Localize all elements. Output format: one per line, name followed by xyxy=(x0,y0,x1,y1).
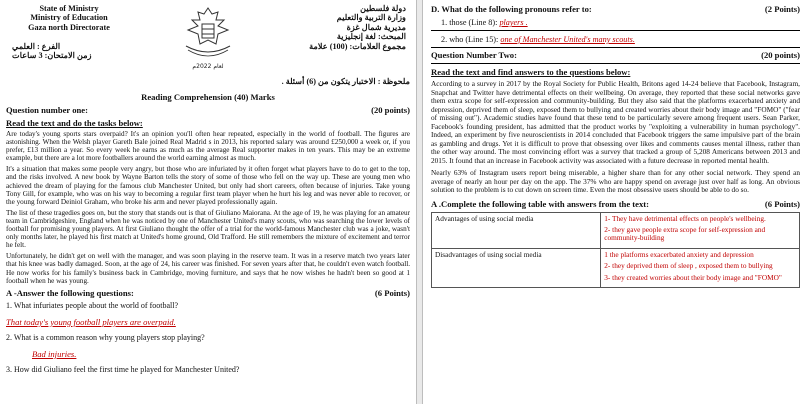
table-answer: 2- they gave people extra scope for self-expression and community-building xyxy=(604,224,766,243)
task-label: A -Answer the following questions: xyxy=(6,287,134,298)
exam-note: ملحوظة : الاختبار يتكون من (6) أسئلة . xyxy=(281,77,410,86)
header-en-line: Gaza north Directorate xyxy=(28,22,110,32)
pronoun-answer: players . xyxy=(499,18,528,27)
pronoun-question: 1. those (Line 8): xyxy=(441,18,500,27)
question-label: Question number one: xyxy=(6,105,88,115)
page-gutter xyxy=(416,0,423,404)
answer-text: That today's young football players are overpaid. xyxy=(6,316,176,327)
right-page xyxy=(423,0,806,404)
task-points: (6 Points) xyxy=(764,198,800,209)
pronoun-answer: one of Manchester United's many scouts. xyxy=(500,35,635,44)
answer-line xyxy=(6,312,410,330)
table-row xyxy=(432,248,800,287)
task-points: (6 Points) xyxy=(374,287,410,298)
passage-paragraph: According to a survey in 2017 by the Royal Society for Public Health, Britons aged 14-24 believe that Facebook, Instagram, Snapchat and Twitter have detrimental effects on their wellbeing. On average, they reported that these social networks gave them extra scope for self-expression and community-building. But they also said that the platforms exacerbated anxiety and depression, deprived them of sleep, exposed them to bullying and created worries about their body image and "FOMO" ("fear of missing out"). Academic studies have found that these tend to be particularly severe among frequent users. Sean Parker, Facebook's founding president, has admitted that the product works by "exploiting a vulnerability in human psychology". Indeed, an experiment by five neuroscientists in 2014 concluded that Facebook triggers the same impulsive part of the brain as gambling and drugs. Yet it is difficult to prove that obsessing over likes and comments causes mental illness, rather than the other way around. The most convincing effort was a survey that tracked a group of 5,208 Americans between 2013 and 2015. It found that an increase in Facebook activity was associated with a future decrease in reported mental health. xyxy=(431,79,800,165)
header-duration: زمن الامتحان: 3 ساعات xyxy=(12,51,92,61)
table-row xyxy=(432,212,800,248)
answer-questions-header xyxy=(6,288,410,298)
table-answer: 2- they deprived them of sleep , exposed them to bullying xyxy=(604,261,773,271)
answer-text: Bad injuries. xyxy=(32,348,77,359)
task-points: (2 Points) xyxy=(764,4,800,14)
divider xyxy=(431,63,800,64)
header-ar-line: وزارة التربية والتعليم xyxy=(336,13,406,23)
reading-passage xyxy=(431,80,800,195)
pronoun-question: 2. who (Line 15): xyxy=(441,35,501,44)
divider xyxy=(431,30,800,31)
instruction: Read the text and do the tasks below: xyxy=(6,118,143,128)
passage-paragraph: The list of these tragedies goes on, but the story that stands out is that of Giuliano Maiorana. At the age of 19, he was playing for an amateur team in Cambridgeshire, England when he was noticed by one of Manchester United's many scouts, who was searching the lower levels of football for promising young players. At first Giuliano thought the offer of a trial for the world-famous Manchester club was a joke, wasn't only months later, he played his first match at United's home ground, Old Trafford. He still remembers the mixture of excitement and terror he felt. xyxy=(6,208,410,250)
table-answer: 1- They have detrimental effects on people's wellbeing. xyxy=(604,213,766,223)
table-answer: 1 the platforms exacerbated anxiety and depression xyxy=(604,249,754,259)
header-ar-line: المبحث: لغة إنجليزية xyxy=(336,32,406,42)
task-label: A .Complete the following table with answers from the text: xyxy=(431,198,649,209)
pronoun-item xyxy=(441,35,800,44)
exam-header xyxy=(6,2,410,74)
question-label: Question Number Two: xyxy=(431,50,517,60)
header-sub xyxy=(12,42,92,61)
emblem-caption: لعام 2022م xyxy=(192,63,224,70)
table-cell-label: Advantages of using social media xyxy=(432,212,601,248)
header-branch: الفرع : العلمي xyxy=(12,42,61,51)
divider xyxy=(431,47,800,48)
passage-paragraph: Unfortunately, he didn't get on well with the manager, and was soon playing in the reserve team. It was in a reserve match two years later that his knee was badly damaged. Soon, at the age of 24, his career was finished. For seven years after that, he couldn't even watch football. He now works for his family's business back in Cambridge, moving furniture, and says that he now wishes he hadn't been so good at 1 football when he was young. xyxy=(6,252,410,285)
question-one-header xyxy=(6,105,410,115)
passage-paragraph: Are today's young sports stars overpaid? It's an opinion you'll often hear repeated, especially in the world of football. The figures are astonishing. When the Welsh player Gareth Bale joined Real Madrid s in 2013, his reported salary was around £250,000 a week or, if you prefer, £13 million a year. So every week he earns as much as the average Real supporter makes in ten years. This may be an extreme example, but there are a lot more footballers around the world earning almost as much. xyxy=(6,130,410,163)
header-arabic xyxy=(309,4,406,51)
pronoun-item xyxy=(441,18,800,27)
question-points: (20 points) xyxy=(371,105,410,115)
header-en-line: State of Ministry xyxy=(39,4,99,13)
task-label: D. What do the following pronouns refer to: xyxy=(431,4,592,14)
header-english xyxy=(24,4,114,32)
header-ar-line: دولة فلسطين xyxy=(360,4,406,13)
pronouns-header xyxy=(431,4,800,14)
table-task-header xyxy=(431,199,800,209)
passage-paragraph: Nearly 63% of Instagram users report being miserable, a higher share than for any other social network. They spend an average of nearly an hour per day on the app. The 37% who are happy spend on average just over half as long. An obvious solution to the problem is to cut down on screen time. Even the most obsessive users should be able to do so. xyxy=(431,168,800,194)
instruction: Read the text and find answers to the questions below: xyxy=(431,67,631,77)
header-en-line: Ministry of Education xyxy=(30,13,108,23)
table-answer: 3- they created worries about their body image and "FOMO" xyxy=(604,272,782,282)
passage-paragraph: It's a situation that makes some people very angry, but those who are infuriated by it often forget what players have to do to get to the top, and the risks involved. A new book by Wayne Barton tells the story of some of those who fell on the way up. These are young men who achieved the dream of playing for the famous club Manchester United, but only had short careers, often because of injuries. Take young Tony Gill, for example, who was on his way to becoming a regular first team player when he hurt his leg and was never able to recover, or the young forward Deiniol Graham, who broke his arm and never played professionally again. xyxy=(6,165,410,206)
question-two-header xyxy=(431,50,800,60)
table-cell-answers xyxy=(601,212,800,248)
section-title: Reading Comprehension (40) Marks xyxy=(141,92,275,102)
question-points: (20 points) xyxy=(761,50,800,60)
answer-table xyxy=(431,212,800,288)
answer-line xyxy=(32,344,410,362)
palestine-emblem-icon xyxy=(178,4,238,70)
question-item: 2. What is a common reason why young players stop playing? xyxy=(6,332,205,342)
header-ar-line: مجموع العلامات: (100) علامة xyxy=(309,41,406,51)
question-item: 3. How did Giuliano feel the first time he played for Manchester United? xyxy=(6,364,240,374)
reading-passage xyxy=(6,130,410,285)
header-ar-line: مديرية شمال غزة xyxy=(346,22,406,32)
table-cell-label: Disadvantages of using social media xyxy=(432,248,601,287)
question-item: 1. What infuriates people about the world of football? xyxy=(6,300,179,310)
table-cell-answers xyxy=(601,248,800,287)
